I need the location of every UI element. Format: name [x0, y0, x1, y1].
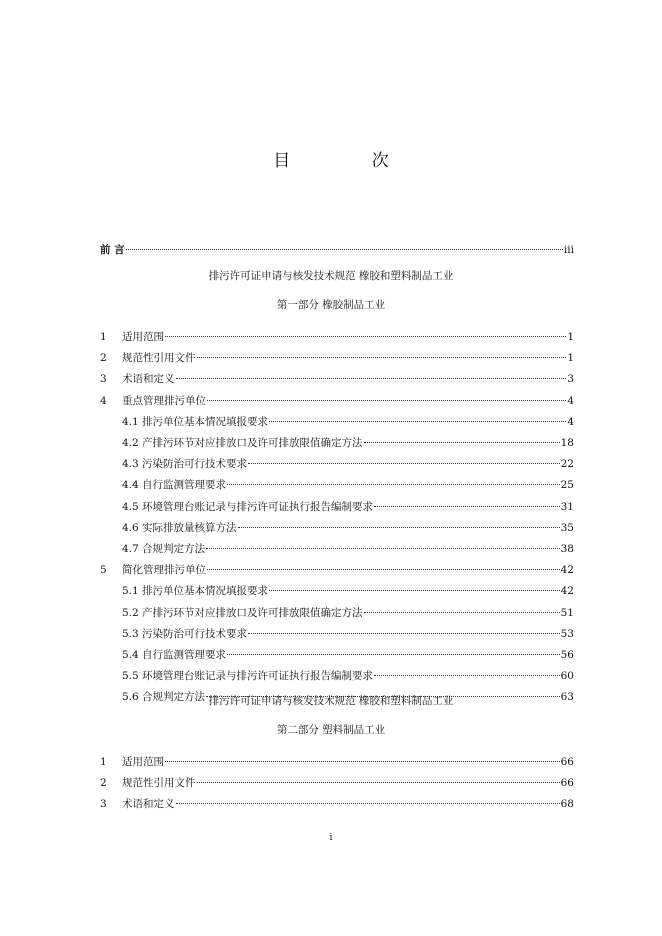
toc-page-number: 1: [567, 331, 574, 343]
toc-entry[interactable]: [100, 518, 574, 534]
toc-page-number: 22: [560, 458, 574, 471]
dot-leader: [364, 430, 560, 443]
toc-entry-label: 适用范围: [122, 756, 164, 768]
toc-entry[interactable]: [100, 645, 574, 661]
dot-leader: [206, 536, 560, 549]
toc-entry-label: 4.5 环境管理台账记录与排污许可证执行报告编制要求: [122, 500, 374, 513]
toc-entry[interactable]: [100, 581, 574, 597]
toc-page-number: 66: [560, 777, 574, 790]
toc-entry[interactable]: [100, 369, 574, 385]
toc-entry[interactable]: [100, 752, 574, 768]
dot-leader: [207, 557, 560, 570]
toc-entry-label: 5.4 自行监测管理要求: [122, 649, 227, 661]
toc-entry-label: 术语和定义: [122, 373, 175, 386]
part2-standard-title: 排污许可证申请与核发技术规范 橡胶和塑料制品工业: [208, 695, 454, 707]
toc-entry-label: 4.1 排污单位基本情况填报要求: [122, 415, 269, 428]
dot-leader: [238, 515, 560, 528]
toc-page-number: 38: [560, 543, 574, 555]
dot-leader: [165, 324, 566, 337]
toc-entry-label: 4.3 污染防治可行技术要求: [122, 458, 248, 471]
toc-page-number: iii: [563, 244, 574, 256]
toc-entry-label: 规范性引用文件: [122, 777, 196, 790]
toc-page-number: 35: [560, 521, 574, 534]
toc-entry[interactable]: [100, 794, 574, 810]
dot-leader: [227, 472, 560, 485]
toc-entry[interactable]: [100, 412, 574, 428]
toc-entry[interactable]: [100, 327, 574, 343]
toc-entry[interactable]: [100, 391, 574, 407]
dot-leader: [197, 770, 560, 783]
toc-entry-label: 5.2 产排污环节对应排放口及许可排放限值确定方法: [122, 606, 363, 619]
dot-leader: [374, 494, 560, 507]
dot-leader: [165, 749, 560, 762]
toc-entry-label: 4.4 自行监测管理要求: [122, 479, 227, 492]
dot-leader: [269, 409, 566, 422]
toc-entry-label: 前 言: [100, 244, 125, 256]
page-number-footer: i: [329, 833, 333, 843]
toc-page-number: 53: [560, 627, 574, 640]
toc-entry-label: 重点管理排污单位: [122, 394, 206, 407]
dot-leader: [176, 366, 567, 379]
dot-leader: [269, 578, 560, 591]
toc-entry[interactable]: [100, 348, 574, 364]
toc-page-number: 68: [560, 798, 574, 811]
toc-page-number: 56: [560, 649, 574, 661]
toc-entry-label: 4.2 产排污环节对应排放口及许可排放限值确定方法: [122, 437, 363, 449]
toc-page-number: 66: [560, 756, 574, 768]
toc-page-number: 25: [560, 479, 574, 492]
dot-leader: [197, 345, 567, 358]
toc-entry[interactable]: [100, 666, 574, 682]
toc-title: 目 次: [273, 151, 427, 171]
toc-entry[interactable]: [100, 603, 574, 619]
toc-entry-number: 4: [100, 394, 107, 407]
dot-leader: [176, 791, 560, 804]
standard-title: 排污许可证申请与核发技术规范 橡胶和塑料制品工业: [208, 270, 454, 282]
toc-page-number: 4: [567, 415, 574, 428]
dot-leader: [364, 600, 560, 613]
toc-entry-label: 4.7 合规判定方法: [122, 543, 206, 555]
toc-page-number: 18: [560, 437, 574, 449]
toc-entry[interactable]: [100, 539, 574, 555]
dot-leader: [248, 451, 560, 464]
dot-leader: [227, 642, 560, 655]
toc-entry[interactable]: [100, 475, 574, 491]
toc-entry-preface[interactable]: [100, 240, 574, 256]
toc-page-number: 42: [560, 585, 574, 598]
toc-page-number: 4: [567, 394, 574, 407]
toc-entry[interactable]: [100, 624, 574, 640]
toc-page-number: 31: [560, 500, 574, 513]
dot-leader: [374, 663, 560, 676]
toc-entry-number: 3: [100, 798, 107, 811]
toc-entry[interactable]: [100, 560, 574, 576]
dot-leader: [126, 237, 563, 250]
toc-entry-label: 5.6 合规判定方法: [122, 691, 206, 704]
toc-entry-number: 3: [100, 373, 107, 386]
dot-leader: [207, 388, 566, 401]
toc-entry-number: 1: [100, 331, 107, 343]
toc-entry-label: 规范性引用文件: [122, 352, 196, 365]
toc-entry-label: 简化管理排污单位: [122, 564, 206, 577]
toc-entry-number: 1: [100, 756, 107, 768]
toc-page-number: 3: [567, 373, 574, 386]
toc-entry[interactable]: [100, 773, 574, 789]
toc-page-number: 63: [560, 691, 574, 704]
toc-entry-label: 术语和定义: [122, 798, 175, 811]
toc-entry-number: 5: [100, 564, 107, 577]
toc-entry-label: 5.5 环境管理台账记录与排污许可证执行报告编制要求: [122, 670, 374, 683]
toc-page-number: 42: [560, 564, 574, 577]
toc-page-number: 60: [560, 670, 574, 683]
toc-page-number: 51: [560, 606, 574, 619]
toc-entry-label: 适用范围: [122, 331, 164, 343]
toc-entry-number: 2: [100, 777, 107, 790]
toc-entry-number: 2: [100, 352, 107, 365]
toc-entry-label: 4.6 实际排放量核算方法: [122, 521, 237, 534]
toc-entry-label: 5.1 排污单位基本情况填报要求: [122, 585, 269, 598]
toc-page-number: 1: [567, 352, 574, 365]
toc-entry-label: 5.3 污染防治可行技术要求: [122, 627, 248, 640]
part2-heading: 第二部分 塑料制品工业: [276, 724, 386, 736]
toc-entry[interactable]: [100, 454, 574, 470]
part1-heading: 第一部分 橡胶制品工业: [276, 299, 386, 311]
dot-leader: [248, 621, 560, 634]
toc-entry[interactable]: [100, 433, 574, 449]
toc-entry[interactable]: [100, 497, 574, 513]
